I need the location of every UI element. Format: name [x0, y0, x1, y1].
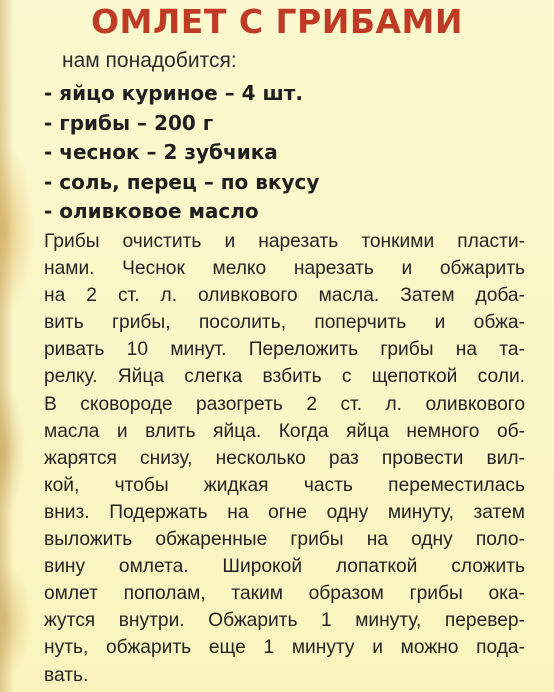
instruction-line: вниз. Подержать на огне одну минуту, затем	[44, 501, 525, 523]
ingredient-item: - оливковое масло	[44, 197, 319, 227]
instructions-text	[44, 228, 525, 689]
instruction-line: на 2 ст. л. оливкового масла. Затем доба-	[44, 285, 525, 307]
instruction-line: В сковороде разогреть 2 ст. л. оливкового	[44, 393, 525, 415]
ingredients-list	[44, 79, 319, 227]
ingredient-item: - грибы – 200 г	[44, 109, 319, 139]
instruction-line: нами. Чеснок мелко нарезать и обжарить	[44, 258, 525, 280]
instruction-line: вину омлета. Широкой лопаткой сложить	[44, 556, 525, 578]
ingredient-item: - соль, перец – по вкусу	[44, 168, 319, 198]
instruction-line: вить грибы, посолить, поперчить и обжа-	[44, 312, 525, 334]
instruction-line: омлет пополам, таким образом грибы ока-	[44, 583, 525, 605]
instruction-line: релку. Яйца слегка взбить с щепоткой соли.	[44, 366, 525, 388]
decorative-edge	[0, 0, 14, 692]
instruction-line: выложить обжаренные грибы на одну поло-	[44, 529, 525, 551]
instruction-line: жарятся снизу, несколько раз провести вил-	[44, 447, 525, 469]
recipe-title: ОМЛЕТ С ГРИБАМИ	[90, 2, 464, 41]
ingredient-item: - яйцо куриное – 4 шт.	[44, 79, 319, 109]
ingredient-item: - чеснок – 2 зубчика	[44, 138, 319, 168]
instruction-line: Грибы очистить и нарезать тонкими пласти-	[44, 231, 525, 252]
instruction-line: вать.	[44, 664, 89, 686]
ingredients-heading: нам понадобится:	[62, 49, 237, 72]
instruction-line: нуть, обжарить еще 1 минуту и можно пода-	[44, 637, 525, 659]
instruction-line: масла и влить яйца. Когда яйца немного об-	[44, 420, 525, 442]
instruction-line: ривать 10 минут. Переложить грибы на та-	[44, 339, 525, 361]
instruction-line: кой, чтобы жидкая часть переместилась	[44, 474, 525, 496]
instruction-line: жутся внутри. Обжарить 1 минуту, перевер-	[44, 610, 525, 632]
